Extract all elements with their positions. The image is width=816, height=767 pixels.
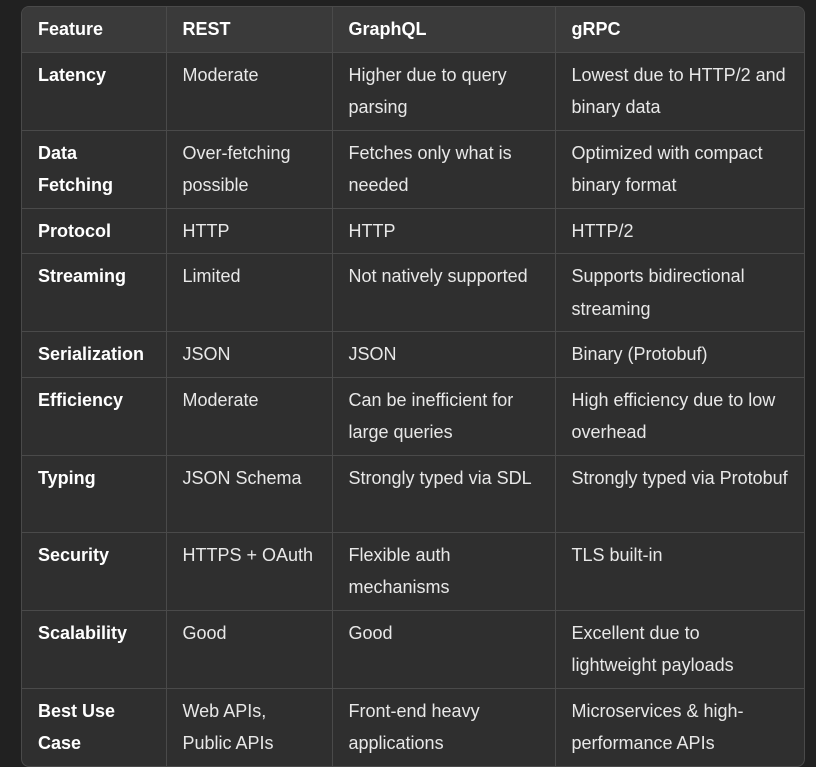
header-graphql: GraphQL [332,7,555,52]
comparison-table-container [21,6,805,767]
graphql-cell: JSON [332,332,555,378]
row-feature-cell: Serialization [22,332,166,378]
rest-cell: HTTP [166,208,332,254]
rest-cell: Web APIs, Public APIs [166,688,332,766]
table-row [22,332,804,378]
table-row [22,688,804,766]
rest-cell: Moderate [166,377,332,455]
grpc-cell: Optimized with compact binary format [555,130,804,208]
graphql-cell: Flexible auth mechanisms [332,532,555,610]
grpc-cell: High efficiency due to low overhead [555,377,804,455]
table-row [22,532,804,610]
table-row [22,130,804,208]
table-row [22,254,804,332]
rest-cell: HTTPS + OAuth [166,532,332,610]
row-feature-cell: Data Fetching [22,130,166,208]
graphql-cell: Front-end heavy applications [332,688,555,766]
table-row [22,377,804,455]
rest-cell: JSON Schema [166,455,332,532]
grpc-cell: Strongly typed via Protobuf [555,455,804,532]
row-feature-cell: Best Use Case [22,688,166,766]
table-row [22,52,804,130]
rest-cell: JSON [166,332,332,378]
graphql-cell: Higher due to query parsing [332,52,555,130]
grpc-cell: Binary (Protobuf) [555,332,804,378]
row-feature-cell: Scalability [22,610,166,688]
table-row [22,208,804,254]
graphql-cell: Fetches only what is needed [332,130,555,208]
row-feature-cell: Efficiency [22,377,166,455]
graphql-cell: Not natively supported [332,254,555,332]
table-row [22,610,804,688]
table-header-row [22,7,804,52]
row-feature-cell: Streaming [22,254,166,332]
table-row [22,455,804,532]
grpc-cell: Microservices & high-performance APIs [571,700,744,753]
graphql-cell: Good [332,610,555,688]
header-feature: Feature [22,7,166,52]
grpc-cell: HTTP/2 [555,208,804,254]
row-feature-cell: Latency [22,52,166,130]
row-feature-cell: Protocol [22,208,166,254]
graphql-cell: Strongly typed via SDL [332,455,555,532]
grpc-cell: Supports bidirectional streaming [555,254,804,332]
header-rest: REST [166,7,332,52]
header-grpc: gRPC [555,7,804,52]
rest-cell: Limited [166,254,332,332]
rest-cell: Moderate [166,52,332,130]
graphql-cell: HTTP [332,208,555,254]
grpc-cell: Lowest due to HTTP/2 and binary data [555,52,804,130]
row-feature-cell: Typing [22,455,166,532]
rest-cell: Good [166,610,332,688]
grpc-cell: TLS built-in [555,532,804,610]
grpc-cell: Excellent due to lightweight payloads [555,610,804,688]
comparison-table [22,7,804,766]
rest-cell: Over-fetching possible [166,130,332,208]
graphql-cell: Can be inefficient for large queries [332,377,555,455]
row-feature-cell: Security [22,532,166,610]
